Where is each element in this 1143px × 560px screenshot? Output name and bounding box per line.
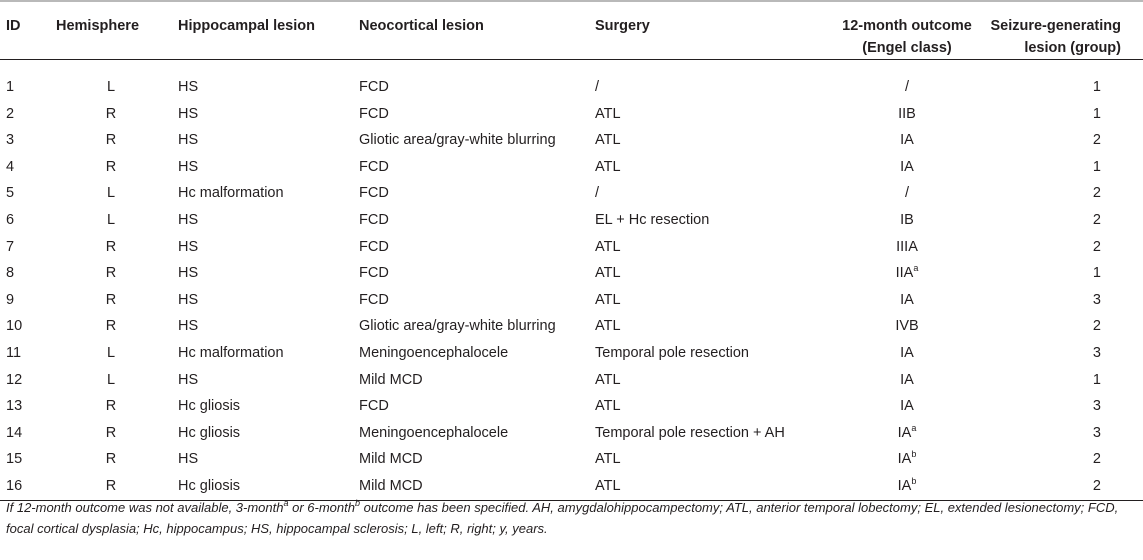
cell-neocortical-lesion-text: Meningoencephalocele [359,344,509,361]
cell-hippocampal-lesion [172,393,353,420]
cell-id [0,180,50,207]
cell-neocortical-lesion-text: FCD [359,158,389,175]
cell-hippocampal-lesion [172,367,353,394]
header-group [988,1,1143,60]
cell-hippocampal-lesion-text: HS [178,451,199,468]
cell-hemisphere [50,367,172,394]
cell-id-text: 7 [6,238,15,255]
table-row [0,207,1143,234]
cell-surgery-text: Temporal pole resection [595,344,749,361]
cell-neocortical-lesion [353,127,589,154]
cell-group [988,180,1143,207]
cell-neocortical-lesion [353,154,589,181]
cell-id [0,446,50,473]
cell-neocortical-lesion [353,101,589,128]
cell-neocortical-lesion-text: FCD [359,79,389,95]
cell-hemisphere-text: R [105,132,117,149]
cell-surgery [589,127,826,154]
cell-group [988,234,1143,261]
cell-outcome-text: IA [897,424,912,441]
table-row [0,60,1143,101]
cell-surgery-text: ATL [595,238,621,255]
cell-outcome [826,180,988,207]
cell-neocortical-lesion-text: FCD [359,398,389,415]
footnote-sup-b: b [354,498,360,508]
cell-surgery-text: EL + Hc resection [595,211,710,228]
cell-surgery [589,60,826,101]
cell-hippocampal-lesion-text: HS [178,291,199,308]
cell-surgery-text: ATL [595,265,621,282]
header-surgery: Surgery [589,1,826,60]
cell-surgery-text: ATL [595,451,621,468]
cell-neocortical-lesion [353,313,589,340]
cell-hemisphere-text: L [106,79,116,95]
cell-hemisphere-text: R [105,424,117,441]
cell-hemisphere [50,127,172,154]
cell-outcome [826,340,988,367]
cell-surgery-text: ATL [595,371,621,388]
cell-hemisphere [50,207,172,234]
cell-group-text: 2 [1092,318,1101,335]
cell-hemisphere [50,234,172,261]
cell-id [0,313,50,340]
cell-hemisphere-text: L [106,371,116,388]
table-row [0,393,1143,420]
cell-outcome [826,60,988,101]
cell-outcome-text: / [904,79,910,95]
cell-surgery [589,180,826,207]
cell-outcome [826,101,988,128]
cell-surgery [589,313,826,340]
cell-outcome-text: IVB [895,318,919,335]
cell-hemisphere-text: R [105,477,117,494]
cell-id-text: 4 [6,158,15,175]
cell-surgery [589,446,826,473]
cell-id-text: 11 [6,344,22,361]
cell-hemisphere [50,60,172,101]
cell-hippocampal-lesion [172,260,353,287]
cell-hippocampal-lesion [172,313,353,340]
cell-surgery [589,420,826,447]
cell-outcome [826,260,988,287]
cell-outcome [826,127,988,154]
cell-hippocampal-lesion-text: Hc gliosis [178,398,241,415]
cell-id [0,340,50,367]
cell-outcome-text: IA [897,451,912,468]
cell-surgery-text: / [595,185,600,202]
cell-id-text: 3 [6,132,15,149]
cell-outcome [826,473,988,500]
table-body [0,60,1143,500]
cell-neocortical-lesion [353,287,589,314]
cell-neocortical-lesion-text: Mild MCD [359,371,423,388]
cell-surgery-text: ATL [595,158,621,175]
table-row [0,127,1143,154]
cell-surgery [589,154,826,181]
footnote-part2: or 6-month [288,500,355,515]
cell-hippocampal-lesion-text: HS [178,132,199,149]
cell-hippocampal-lesion-text: Hc gliosis [178,424,241,441]
cell-neocortical-lesion-text: Meningoencephalocele [359,424,509,441]
cell-neocortical-lesion-text: Gliotic area/gray-white blurring [359,318,556,335]
cell-group [988,340,1143,367]
cell-group [988,313,1143,340]
cell-neocortical-lesion-text: Mild MCD [359,451,423,468]
cell-hippocampal-lesion [172,234,353,261]
table-row [0,473,1143,500]
table-row [0,101,1143,128]
cell-outcome-text: / [904,185,910,202]
cell-surgery-text: Temporal pole resection + AH [595,424,785,441]
cell-group-text: 3 [1092,398,1101,415]
cell-hippocampal-lesion-text: HS [178,318,199,335]
cell-outcome [826,393,988,420]
cell-id [0,60,50,101]
table-footnote [6,497,1136,539]
table-row [0,446,1143,473]
cell-surgery-text: ATL [595,398,621,415]
cell-surgery-text: ATL [595,318,621,335]
table-row [0,367,1143,394]
cell-id [0,207,50,234]
cell-hemisphere-text: R [105,451,117,468]
cell-hemisphere-text: L [106,211,116,228]
cell-hippocampal-lesion [172,340,353,367]
cell-id [0,234,50,261]
cell-hippocampal-lesion-text: Hc malformation [178,185,284,202]
table-row [0,313,1143,340]
cell-id-text: 9 [6,291,15,308]
cell-id [0,101,50,128]
cell-hemisphere [50,340,172,367]
cell-outcome [826,313,988,340]
table-row [0,180,1143,207]
cell-neocortical-lesion [353,207,589,234]
cell-hemisphere [50,180,172,207]
cell-hemisphere-text: R [105,398,117,415]
cell-group [988,473,1143,500]
table-row [0,420,1143,447]
cell-group [988,154,1143,181]
cell-hemisphere [50,420,172,447]
cell-group-text: 2 [1092,211,1101,228]
outcome-footnote-marker: a [913,263,919,274]
cell-group [988,393,1143,420]
cell-group-text: 1 [1092,79,1101,95]
cell-outcome-text: IA [900,398,914,415]
cell-hemisphere-text: R [105,318,117,335]
table-row [0,287,1143,314]
cell-group-text: 1 [1092,105,1101,122]
cell-group [988,60,1143,101]
cell-hemisphere [50,473,172,500]
cell-neocortical-lesion-text: FCD [359,211,389,228]
cell-neocortical-lesion-text: FCD [359,105,389,122]
cell-group-text: 2 [1092,451,1101,468]
table-row [0,234,1143,261]
header-neocortical-lesion: Neocortical lesion [353,1,589,60]
cell-outcome [826,207,988,234]
cell-id-text: 10 [6,318,23,335]
cell-surgery [589,473,826,500]
cell-outcome-text: IA [900,344,914,361]
cell-hippocampal-lesion-text: HS [178,265,199,282]
cell-group-text: 2 [1092,185,1101,202]
cell-hippocampal-lesion [172,420,353,447]
outcome-footnote-marker: a [911,422,917,433]
cell-surgery-text: ATL [595,132,621,149]
cell-id [0,367,50,394]
cell-group-text: 1 [1092,265,1101,282]
table-row [0,260,1143,287]
cell-id-text: 15 [6,451,23,468]
cell-hippocampal-lesion-text: HS [178,238,199,255]
header-outcome-line2: (Engel class) [862,40,952,56]
header-id: ID [0,1,50,60]
cell-group [988,207,1143,234]
cell-hemisphere-text: R [105,238,117,255]
cell-hemisphere-text: R [105,105,117,122]
cell-outcome-text: IB [900,211,914,228]
cell-id [0,473,50,500]
cell-outcome-text: IA [900,158,914,175]
cell-id [0,287,50,314]
cell-neocortical-lesion-text: FCD [359,185,389,202]
cell-hippocampal-lesion [172,60,353,101]
cell-neocortical-lesion-text: Mild MCD [359,477,423,494]
cell-group [988,367,1143,394]
cell-id-text: 16 [6,477,23,494]
cell-id-text: 1 [6,79,15,95]
cell-surgery [589,260,826,287]
cell-neocortical-lesion [353,340,589,367]
cell-id [0,260,50,287]
cell-surgery [589,340,826,367]
cell-outcome [826,420,988,447]
cell-outcome-text: IIIA [896,238,918,255]
cell-neocortical-lesion-text: FCD [359,291,389,308]
cell-hemisphere [50,260,172,287]
footnote-part3: outcome has been specified. AH, amygdalohippocampectomy; ATL, anterior temporal lobectomy; EL, extended lesionectomy; FCD, focal cortical dysplasia; Hc, hippocampus; HS, hippocampal sclerosis; L, left; R, right; y, years. [6,500,1119,536]
cell-outcome-text: IA [900,132,914,149]
cell-neocortical-lesion [353,234,589,261]
cell-group [988,287,1143,314]
cell-hippocampal-lesion [172,127,353,154]
cell-id-text: 12 [6,371,23,388]
cell-neocortical-lesion [353,180,589,207]
cell-hippocampal-lesion-text: Hc gliosis [178,477,241,494]
cell-neocortical-lesion-text: Gliotic area/gray-white blurring [359,132,556,149]
cell-group [988,127,1143,154]
header-row [0,1,1143,60]
table-header [0,1,1143,60]
cell-id [0,393,50,420]
cell-hemisphere-text: L [106,185,116,202]
cell-neocortical-lesion [353,260,589,287]
cell-id-text: 14 [6,424,23,441]
cell-id-text: 13 [6,398,23,415]
cell-neocortical-lesion [353,60,589,101]
cell-id-text: 6 [6,211,15,228]
cell-group-text: 2 [1092,477,1101,494]
table-row [0,154,1143,181]
cell-outcome [826,367,988,394]
table-row [0,340,1143,367]
cell-neocortical-lesion [353,420,589,447]
cell-hippocampal-lesion-text: HS [178,371,199,388]
cell-group-text: 2 [1092,132,1101,149]
cell-surgery [589,234,826,261]
cell-id-text: 2 [6,105,15,122]
cell-group [988,420,1143,447]
cell-id-text: 8 [6,265,15,282]
cell-hippocampal-lesion [172,446,353,473]
cell-outcome-text: IIA [895,265,914,282]
cell-hemisphere-text: L [106,344,116,361]
cell-hemisphere [50,101,172,128]
cell-surgery [589,367,826,394]
footnote-part1: If 12-month outcome was not available, 3-month [6,500,284,515]
header-outcome [826,1,988,60]
cell-surgery-text: ATL [595,105,621,122]
cell-neocortical-lesion [353,473,589,500]
cell-outcome [826,287,988,314]
cell-hemisphere-text: R [105,265,117,282]
cell-group [988,101,1143,128]
cell-hippocampal-lesion-text: HS [178,79,199,95]
footnote-sup-a: a [283,498,289,508]
cell-surgery-text: ATL [595,291,621,308]
outcome-footnote-marker: b [911,475,917,486]
cell-surgery [589,101,826,128]
outcome-footnote-marker: b [911,449,917,460]
cell-neocortical-lesion-text: FCD [359,238,389,255]
header-hippocampal-lesion: Hippocampal lesion [172,1,353,60]
cell-hippocampal-lesion [172,101,353,128]
cell-hippocampal-lesion [172,180,353,207]
cell-surgery [589,287,826,314]
cell-group [988,260,1143,287]
cell-outcome-text: IA [900,371,914,388]
cell-outcome-text: IA [900,291,914,308]
cell-neocortical-lesion [353,367,589,394]
cell-hippocampal-lesion-text: Hc malformation [178,344,284,361]
cell-group-text: 3 [1092,424,1101,441]
cell-hemisphere-text: R [105,291,117,308]
cell-hippocampal-lesion [172,287,353,314]
cell-hemisphere [50,393,172,420]
cell-surgery [589,207,826,234]
cell-surgery-text: ATL [595,477,621,494]
cell-outcome-text: IIB [898,105,916,122]
cell-neocortical-lesion-text: FCD [359,265,389,282]
cell-group-text: 3 [1092,291,1101,308]
cell-outcome-text: IA [897,477,912,494]
header-hemisphere: Hemisphere [50,1,172,60]
cell-hippocampal-lesion-text: HS [178,158,199,175]
cell-surgery-text: / [595,79,600,95]
cell-surgery [589,393,826,420]
cell-id [0,154,50,181]
cell-group-text: 3 [1092,344,1101,361]
cell-hippocampal-lesion-text: HS [178,105,199,122]
cell-hemisphere [50,287,172,314]
cell-hemisphere-text: R [105,158,117,175]
cell-group-text: 1 [1092,371,1101,388]
header-group-line1: Seizure-generating [990,18,1121,34]
cell-outcome [826,154,988,181]
header-group-line2: lesion (group) [1024,40,1121,56]
cell-id [0,420,50,447]
cell-hippocampal-lesion [172,207,353,234]
cell-outcome [826,234,988,261]
cell-outcome [826,446,988,473]
cell-hippocampal-lesion [172,154,353,181]
cell-hemisphere [50,446,172,473]
cell-group-text: 1 [1092,158,1101,175]
cell-neocortical-lesion [353,446,589,473]
cell-group-text: 2 [1092,238,1101,255]
cell-hippocampal-lesion-text: HS [178,211,199,228]
cell-neocortical-lesion [353,393,589,420]
cell-hemisphere [50,154,172,181]
cell-hemisphere [50,313,172,340]
cell-group [988,446,1143,473]
cell-id [0,127,50,154]
cell-hippocampal-lesion [172,473,353,500]
cell-id-text: 5 [6,185,15,202]
header-outcome-line1: 12-month outcome [842,18,972,34]
